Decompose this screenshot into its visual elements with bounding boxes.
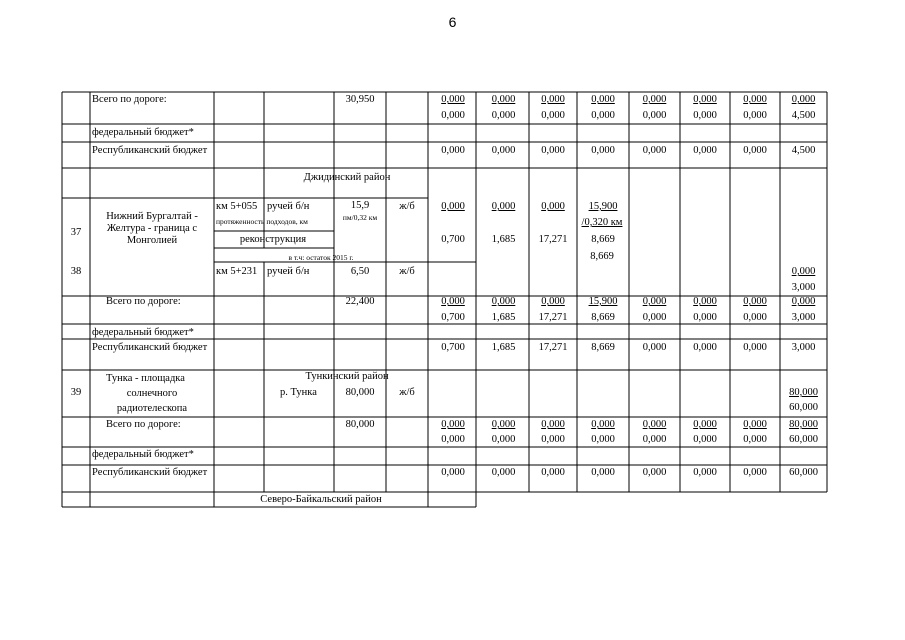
value-cell: 0,000 (791, 296, 816, 307)
value-cell: 0,700 (441, 312, 465, 323)
value-cell: 0,000 (441, 201, 465, 212)
value-cell: 0,000 (491, 201, 516, 212)
value-cell: 3,000 (791, 342, 816, 353)
value-cell: 0,000 (591, 145, 615, 156)
value-cell: 0,000 (491, 145, 516, 156)
republic-budget-label: Республиканский бюджет (92, 342, 208, 353)
value-cell: 0,000 (491, 434, 516, 445)
last-value: 3,000 (791, 282, 816, 293)
object-name: р. Тунка (280, 387, 317, 398)
total-label: Всего по дороге: (106, 296, 181, 307)
value-cell: 0,000 (642, 145, 667, 156)
value-cell: 0,000 (693, 342, 717, 353)
road-name: радиотелескопа (116, 403, 188, 414)
value-cell: 0,000 (441, 296, 465, 307)
value-cell: 0,000 (642, 110, 667, 121)
value-cell: 17,271 (538, 342, 568, 353)
approach-note: протяженность подходов, км (216, 217, 308, 226)
value-cell: 0,000 (491, 296, 516, 307)
value-cell: 0,000 (642, 434, 667, 445)
last-value: 60,000 (789, 402, 818, 413)
value-cell: 0,700 (441, 342, 465, 353)
total-length: 30,950 (345, 94, 375, 105)
road-name: Нижний Бургалтай - Желтура - граница с Монголией (106, 211, 198, 246)
value-cell: 0,000 (743, 296, 767, 307)
value-cell: 0,000 (743, 342, 767, 353)
remainder-note: в т.ч: остаток 2015 г. (288, 253, 354, 262)
value-cell: 0,000 (743, 145, 767, 156)
value-cell: 3,000 (791, 312, 816, 323)
value-cell: 17,271 (538, 234, 568, 245)
value-cell: 0,000 (591, 434, 615, 445)
value-cell: 0,000 (541, 201, 565, 212)
object-name: ручей б/н (267, 201, 310, 212)
value-cell: 0,000 (642, 296, 667, 307)
total-length: 80,000 (345, 419, 375, 430)
republic-budget-label: Республиканский бюджет (92, 467, 208, 478)
object-name: ручей б/н (267, 266, 310, 277)
value-cell: 0,000 (441, 419, 465, 430)
value-cell: 0,000 (491, 94, 516, 105)
value-cell: 0,000 (541, 94, 565, 105)
total-length: 22,400 (345, 296, 375, 307)
federal-budget-label: федеральный бюджет* (92, 449, 194, 460)
structure-type: ж/б (399, 266, 415, 277)
value-cell: 0,000 (743, 110, 767, 121)
value-cell: 0,000 (743, 419, 767, 430)
section-title: Северо-Байкальский район (260, 494, 382, 505)
row-number: 39 (70, 387, 82, 398)
value-cell: 1,685 (491, 312, 516, 323)
value-cell: 0,000 (441, 145, 465, 156)
value-cell: 0,000 (642, 94, 667, 105)
value-cell: 8,669 (591, 312, 615, 323)
work-type: реконструкция (239, 234, 307, 245)
value-cell: 0,000 (541, 110, 565, 121)
total-label: Всего по дороге: (106, 419, 181, 430)
value-cell: 1,685 (491, 234, 516, 245)
length-unit: пм/0,32 км (342, 213, 378, 222)
value-cell: 0,000 (642, 419, 667, 430)
value-cell: 0,000 (693, 94, 717, 105)
section-title: Тункинский район (305, 371, 389, 382)
length-value: 6,50 (350, 266, 370, 277)
value-cell: 0,000 (693, 145, 717, 156)
republic-budget-label: Республиканский бюджет (92, 145, 208, 156)
remainder-value: 8,669 (590, 251, 614, 262)
value-cell: 17,271 (538, 312, 568, 323)
value-cell: 0,000 (791, 94, 816, 105)
value-cell: 0,000 (693, 467, 717, 478)
page-number: 6 (448, 14, 457, 30)
value-cell: 0,000 (541, 296, 565, 307)
value-cell: 1,685 (491, 342, 516, 353)
value-cell: 0,000 (743, 94, 767, 105)
value-cell: 0,000 (693, 312, 717, 323)
section-title: Джидинский район (303, 172, 391, 183)
value-cell: 0,000 (491, 419, 516, 430)
row-number: 38 (70, 266, 82, 277)
value-cell: 0,000 (591, 110, 615, 121)
value-cell: 0,000 (541, 145, 565, 156)
last-value: 80,000 (789, 387, 818, 398)
value-cell: 0,000 (591, 419, 615, 430)
value-cell: 8,669 (591, 234, 615, 245)
value-cell: 15,900 (588, 201, 618, 212)
value-cell: 60,000 (789, 434, 818, 445)
value-cell: 0,000 (743, 434, 767, 445)
length-value: 80,000 (345, 387, 375, 398)
value-cell: 0,000 (541, 467, 565, 478)
value-cell: 0,000 (693, 419, 717, 430)
last-value: 0,000 (791, 266, 816, 277)
value-cell: 0,000 (642, 312, 667, 323)
value-cell: 0,000 (693, 434, 717, 445)
value-cell: 0,000 (491, 467, 516, 478)
value-cell: 0,000 (642, 467, 667, 478)
value-cell: 0,000 (441, 467, 465, 478)
value-cell: 0,000 (441, 110, 465, 121)
value-cell: 4,500 (791, 110, 816, 121)
value-cell: 0,000 (591, 94, 615, 105)
structure-type: ж/б (399, 201, 415, 212)
value-cell: 0,000 (541, 419, 565, 430)
road-name: солнечного (126, 388, 178, 399)
federal-budget-label: федеральный бюджет* (92, 327, 194, 338)
value-cell: 0,000 (642, 342, 667, 353)
length-value: 15,9 (350, 200, 370, 211)
value-cell: 60,000 (789, 467, 818, 478)
value-cell: 0,000 (743, 467, 767, 478)
federal-budget-label: федеральный бюджет* (92, 127, 194, 138)
value-cell: 15,900 (588, 296, 618, 307)
row-number: 37 (70, 227, 82, 238)
value-cell: 0,000 (441, 94, 465, 105)
value-cell: 0,000 (591, 467, 615, 478)
value-cell: 0,000 (743, 312, 767, 323)
structure-type: ж/б (399, 387, 415, 398)
value-cell: 8,669 (591, 342, 615, 353)
value-cell: 80,000 (789, 419, 818, 430)
value-cell: 0,000 (441, 434, 465, 445)
value-cell: 0,000 (541, 434, 565, 445)
road-name: Тунка - площадка (106, 373, 185, 384)
value-cell: 0,000 (491, 110, 516, 121)
value-cell: 0,700 (441, 234, 465, 245)
km-position: км 5+055 (216, 201, 258, 212)
value-cell: 0,000 (693, 296, 717, 307)
value-cell: 4,500 (791, 145, 816, 156)
km-position: км 5+231 (216, 266, 258, 277)
length-km: /0,320 км (581, 217, 623, 228)
total-label: Всего по дороге: (92, 94, 167, 105)
value-cell: 0,000 (693, 110, 717, 121)
